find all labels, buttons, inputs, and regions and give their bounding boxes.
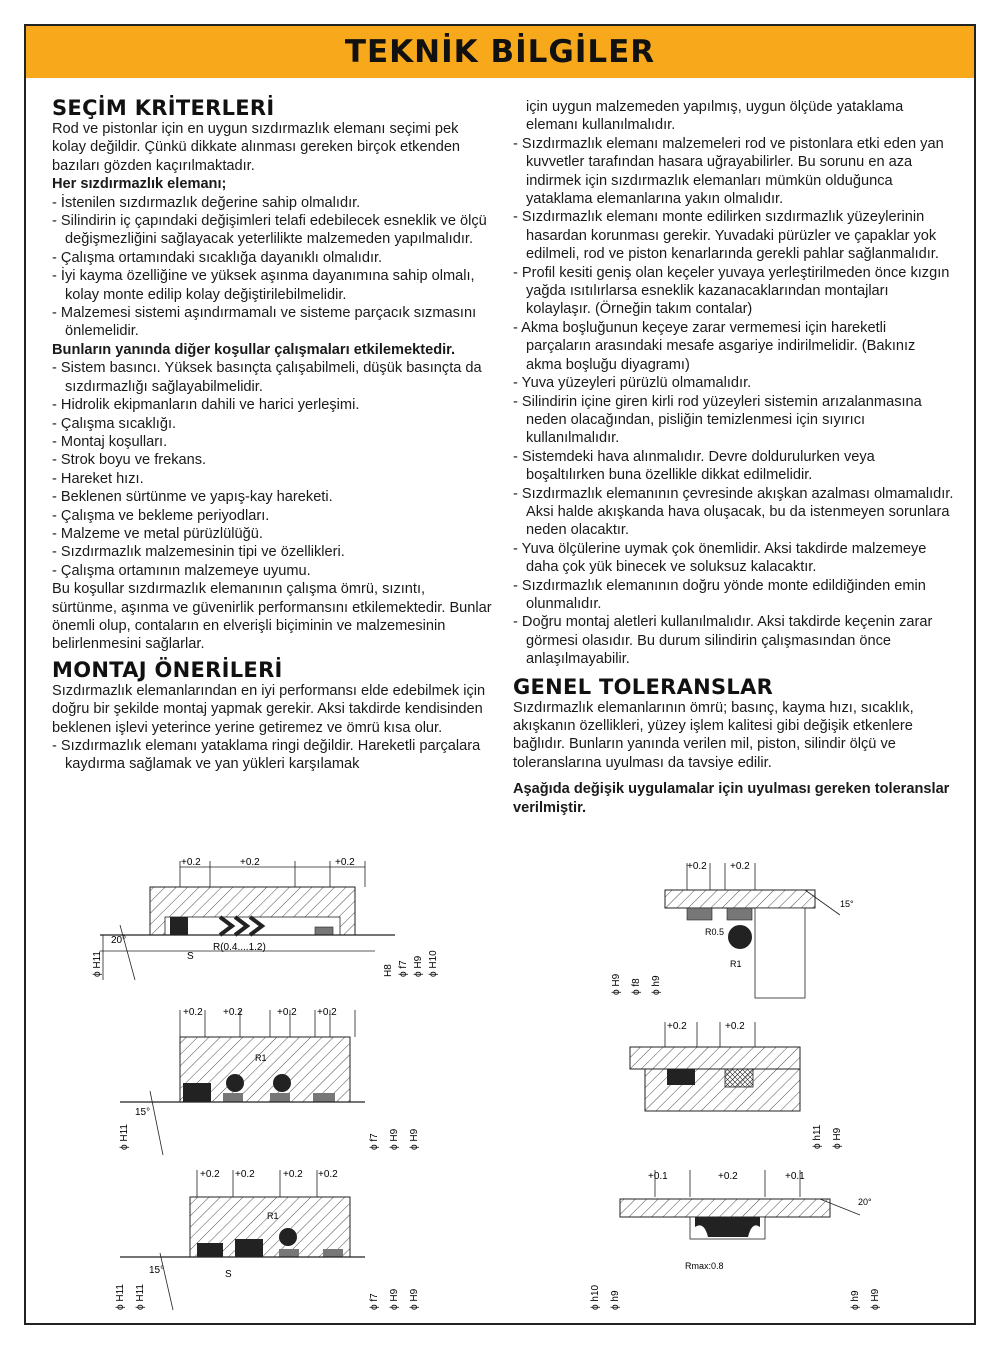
tolerance-label: +0.2: [318, 1169, 338, 1180]
dimension-label: ϕ H11: [115, 1284, 126, 1310]
assembly-item: - Sızdırmazlık elemanı yataklama ringi değildir. Hareketli parçalara kaydırma sağlamak ve yan yükleri karşılamak: [52, 738, 481, 773]
tolerance-label: +0.1: [785, 1171, 805, 1182]
assembly-continuation: için uygun malzemeden yapılmış, uygun ölçüde yataklama elemanı kullanılmalıdır.: [526, 99, 904, 134]
r1-label: R1: [255, 1053, 267, 1063]
assembly-title: MONTAJ ÖNERİLERİ: [52, 657, 283, 682]
dimension-label: ϕ f8: [631, 978, 642, 995]
dimension-label: ϕ f7: [369, 1133, 380, 1150]
angle-label: 15°: [135, 1107, 151, 1118]
tolerance-label: +0.2: [277, 1007, 297, 1018]
dimension-label: ϕ H9: [389, 1288, 400, 1310]
assembly-item: - Silindirin içine giren kirli rod yüzeyleri sistemin arızalanmasına neden olacağından, pisliğin temizlenmesi için sıyırıcı kullanılmalıdır.: [513, 393, 922, 447]
condition-item: - Çalışma ortamının malzemeye uyumu.: [52, 562, 311, 579]
angle-label: 20°: [111, 935, 127, 946]
condition-item: - Çalışma ve bekleme periyodları.: [52, 507, 270, 524]
condition-item: - Strok boyu ve frekans.: [52, 452, 207, 469]
assembly-item: - Profil kesiti geniş olan keçeler yuvaya yerleştirilmeden önce kızgın yağda ısıtılırlarsa esneklik kazanacaklarından montajları kolaylaşır. (Örneğin takım contalar): [513, 264, 950, 318]
tolerances-note: Aşağıda değişik uygulamalar için uyulması gereken toleranslar verilmiştir.: [513, 781, 950, 816]
tolerance-label: +0.2: [335, 857, 355, 868]
dimension-label: ϕ H11: [135, 1284, 146, 1310]
angle-label: 20°: [858, 1197, 872, 1207]
dimension-label: ϕ h9: [610, 1290, 621, 1310]
each-seal-item: - İyi kayma özelliğine ve yüksek aşınma dayanımına sahip olmalı, kolay monte edilip kolay değiştirilebilmelidir.: [52, 268, 475, 303]
selection-intro: Rod ve pistonlar için en uygun sızdırmazlık elemanı seçimi pek kolay değildir. Çünkü dikkate alınması gereken birçok etkenden bazıları gözden kaçırılmaktadır.: [52, 121, 461, 174]
tolerance-label: +0.2: [283, 1169, 303, 1180]
dimension-label: ϕ h9: [651, 975, 662, 995]
dimension-label: ϕ H9: [870, 1288, 881, 1310]
tolerances-intro: Sızdırmazlık elemanlarının ömrü; basınç, kayma hızı, sıcaklık, akışkanın özellikleri, yüzey işlem kalitesi gibi değişik etkenlere bağlıdır. Bunların yanında verilen mil, piston, silindir ölçü ve toleranslarına uyulması da tavsiye edilir.: [513, 699, 914, 771]
rod-seal-diagram: [92, 855, 465, 985]
angle-label: 15°: [149, 1265, 165, 1276]
assembly-item: - Sızdırmazlık elemanı malzemeleri rod ve pistonlara etki eden yan kuvvetler tarafından hasara uğrayabilirler. Bu sorunu en aza indirmek için sızdırmazlık elemanları mümkün olduğunca yataklama elemanlarına yakın olmalıdır.: [513, 135, 944, 208]
dimension-label: ϕ H11: [92, 951, 103, 977]
each-seal-item: - Silindirin iç çapındaki değişimleri telafi edebilecek esneklik ve ölçü değişmezliğini sağlayacak yeterlilikte malzemeden yapılmalıdır.: [52, 213, 487, 248]
header-banner: [26, 26, 974, 78]
assembly-item: - Sistemdeki hava alınmalıdır. Devre doldurulurken veya boşaltılırken buna özellikle dikkat edilmelidir.: [513, 448, 875, 484]
tolerance-label: +0.2: [181, 857, 201, 868]
dimension-label: ϕ f7: [398, 960, 409, 977]
each-seal-item: - Malzemesi sistemi aşındırmamalı ve sisteme parçacık sızmasını önlemelidir.: [52, 305, 477, 340]
assembly-item: - Doğru montaj aletleri kullanılmalıdır. Aksi takdirde keçenin zarar görmesi olasıdır. Bu durum silindirin çalışmasından önce anlaşılmayabilir.: [513, 614, 933, 668]
tolerance-label: +0.2: [240, 857, 260, 868]
s-label: S: [225, 1269, 232, 1280]
page-title: TEKNİK BİLGİLER: [344, 34, 656, 70]
angle-label: 15°: [840, 899, 854, 909]
rmax-label: Rmax:0.8: [685, 1261, 724, 1271]
condition-item: - Malzeme ve metal pürüzlülüğü.: [52, 525, 263, 542]
condition-item: - Hareket hızı.: [52, 470, 144, 487]
dimension-label: ϕ H10: [428, 950, 439, 977]
each-seal-item: - Çalışma ortamındaki sıcaklığa dayanıklı olmalıdır.: [52, 249, 383, 266]
tolerance-label: +0.2: [235, 1169, 255, 1180]
dimension-label: ϕ H9: [409, 1288, 420, 1310]
condition-item: - Çalışma sıcaklığı.: [52, 415, 177, 432]
condition-item: - Hidrolik ekipmanların dahili ve harici yerleşimi.: [52, 397, 360, 414]
tolerance-label: +0.2: [200, 1169, 220, 1180]
assembly-item: - Sızdırmazlık elemanının doğru yönde monte edildiğinden emin olunmalıdır.: [513, 577, 926, 612]
dimension-label: ϕ H9: [389, 1128, 400, 1150]
s-label: S: [187, 951, 194, 962]
selection-conclusion: Bu koşullar sızdırmazlık elemanının çalışma ömrü, sızıntı, sürtünme, aşınma ve güvenirlik performansını etkilemektedir. Bunlar önemli olup, contaların en elverişli biçiminin ve malzemesinin belirlenmesini sağlarlar.: [52, 581, 492, 653]
assembly-item: - Akma boşluğunun keçeye zarar vermemesi için hareketli parçaların arasındaki mesafe asgariye indirilmelidir. (Bakınız akma boşluğu diyagramı): [513, 319, 916, 373]
tolerance-label: +0.2: [223, 1007, 243, 1018]
r1-label: R1: [267, 1211, 279, 1221]
dimension-label: ϕ h10: [590, 1284, 601, 1310]
dimension-label: H8: [383, 964, 394, 977]
condition-item: - Montaj koşulları.: [52, 433, 168, 450]
dimension-label: ϕ f7: [369, 1293, 380, 1310]
tolerance-label: +0.1: [648, 1171, 668, 1182]
condition-item: - Sistem basıncı. Yüksek basınçta çalışabilmeli, düşük basınçta da sızdırmazlığı sağlayabilmelidir.: [52, 360, 482, 395]
selection-title: SEÇİM KRİTERLERİ: [52, 96, 275, 120]
piston-seal-diagram: [105, 1005, 435, 1160]
rod-guide-diagram: [590, 1165, 890, 1315]
tolerance-label: +0.2: [183, 1007, 203, 1018]
assembly-item: - Sızdırmazlık elemanı monte edilirken sızdırmazlık yüzeylerinin hasardan korunması gerekir. Yuvadaki pürüzler ve çapaklar yok edilmeli, rod ve piston kenarlarında gerekli pahlar sağlanmalıdır.: [513, 209, 939, 263]
left-column: [52, 94, 492, 774]
conditions-heading: Bunların yanında diğer koşullar çalışmaları etkilemektedir.: [52, 341, 456, 358]
combined-seal-diagram: [105, 1165, 435, 1315]
assembly-item: - Sızdırmazlık elemanının çevresinde akışkan azalması olmamalıdır. Aksi halde akışkanda hava oluşacak, bu da istenmeyen sorunlara neden olacaktır.: [513, 485, 954, 539]
dimension-label: ϕ H11: [119, 1124, 130, 1150]
tolerances-title: GENEL TOLERANSLAR: [513, 674, 774, 699]
right-column: [513, 98, 955, 817]
tolerance-label: +0.2: [725, 1021, 745, 1032]
assembly-item: - Yuva yüzeyleri pürüzlü olmamalıdır.: [513, 375, 752, 392]
dimension-label: ϕ H9: [611, 973, 622, 995]
r1-label: R1: [730, 959, 742, 969]
radius-label: R(0.4....1.2): [213, 942, 266, 953]
wiper-diagram: [605, 855, 870, 1000]
tolerance-label: +0.2: [317, 1007, 337, 1018]
each-seal-heading: Her sızdırmazlık elemanı;: [52, 176, 227, 193]
each-seal-item: - İstenilen sızdırmazlık değerine sahip olmalıdır.: [52, 194, 361, 211]
tolerance-label: +0.2: [667, 1021, 687, 1032]
condition-item: - Sızdırmazlık malzemesinin tipi ve özellikleri.: [52, 544, 345, 561]
dimension-label: ϕ H9: [413, 955, 424, 977]
r05-label: R0.5: [705, 927, 725, 937]
tolerance-label: +0.2: [687, 861, 707, 872]
dimension-label: ϕ h11: [812, 1124, 823, 1149]
assembly-item: - Yuva ölçülerine uymak çok önemlidir. Aksi takdirde malzemeye daha çok yük binecek ve soluksuz kalacaktır.: [513, 540, 927, 576]
tolerance-label: +0.2: [730, 861, 750, 872]
dimension-label: ϕ H9: [832, 1127, 843, 1149]
condition-item: - Beklenen sürtünme ve yapış-kay hareketi.: [52, 489, 333, 506]
tolerance-label: +0.2: [718, 1171, 738, 1182]
assembly-intro: Sızdırmazlık elemanlarından en iyi performansı elde edebilmek için doğru bir şekilde montaj yapmak gerekir. Aksi takdirde kendisinden beklenen işlevi yeterince yerine getiremez ve ömrü kısa olur.: [52, 682, 486, 736]
dimension-label: ϕ h9: [850, 1290, 861, 1310]
piston-guide-diagram: [625, 1017, 843, 1157]
dimension-label: ϕ H9: [409, 1128, 420, 1150]
